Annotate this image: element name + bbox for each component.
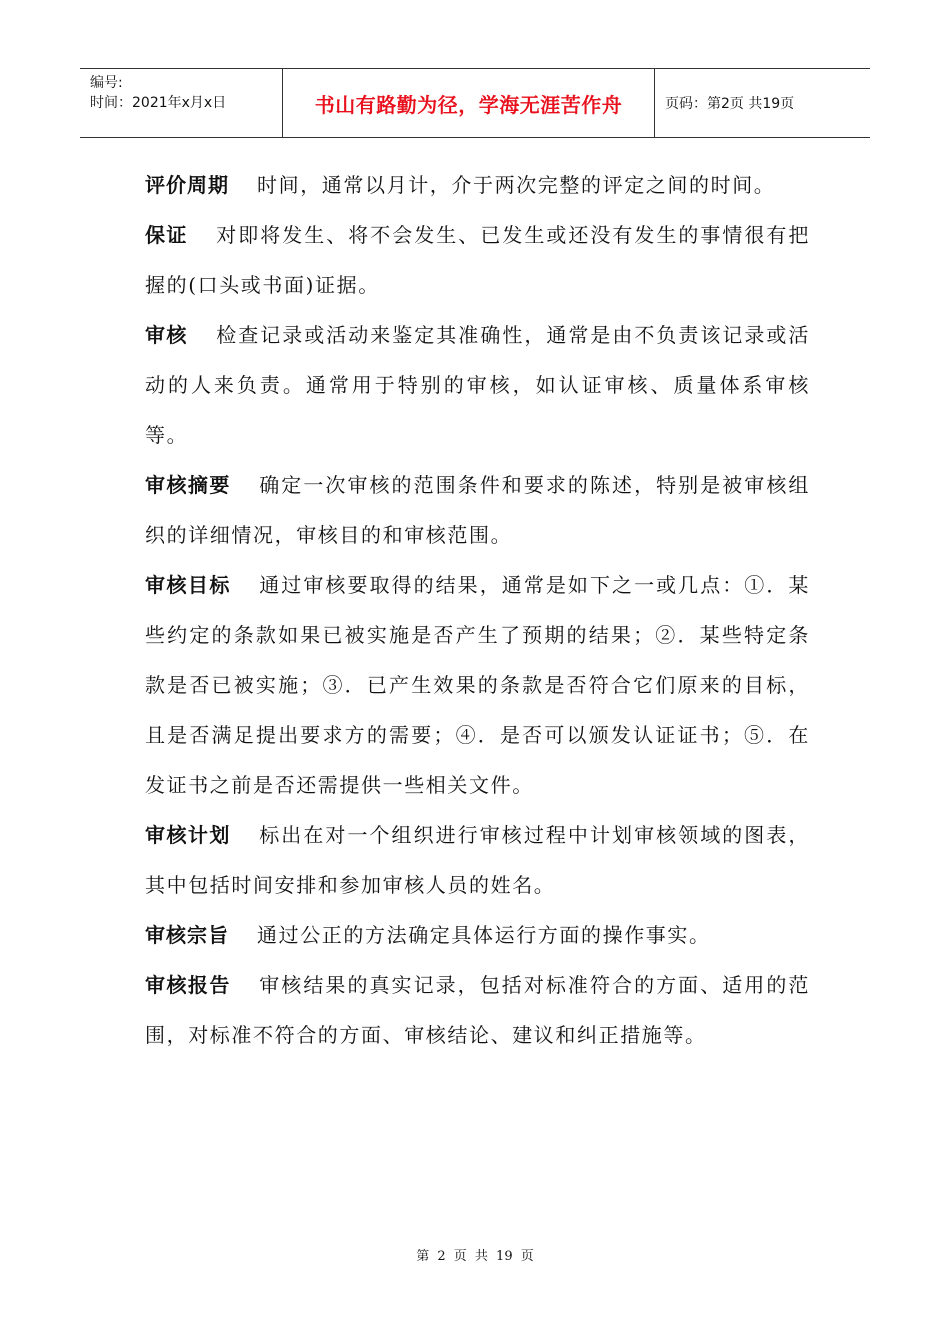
header-motto: 书山有路勤为径，学海无涯苦作舟	[283, 69, 655, 137]
document-date: 时间：2021年x月x日	[90, 95, 227, 111]
glossary-term: 审核报告	[145, 973, 231, 997]
glossary-entry	[145, 810, 810, 910]
glossary-entry	[145, 560, 810, 810]
glossary-term: 审核计划	[145, 823, 231, 847]
glossary-definition: 检查记录或活动来鉴定其准确性，通常是由不负责该记录或活动的人来负责。通常用于特别的审核，如认证审核、质量体系审核等。	[145, 323, 811, 447]
page-header	[80, 68, 870, 138]
document-number-label: 编号:	[90, 75, 123, 91]
glossary-entry	[145, 210, 810, 310]
glossary-definition: 确定一次审核的范围条件和要求的陈述，特别是被审核组织的详细情况，审核目的和审核范围。	[145, 473, 811, 547]
glossary-term: 审核宗旨	[145, 923, 229, 947]
glossary-term: 审核目标	[145, 573, 231, 597]
glossary-definition: 审核结果的真实记录，包括对标准符合的方面、适用的范围，对标准不符合的方面、审核结论、建议和纠正措施等。	[145, 973, 811, 1047]
glossary-definition: 通过审核要取得的结果，通常是如下之一或几点：①．某些约定的条款如果已被实施是否产生了预期的结果；②．某些特定条款是否已被实施；③．已产生效果的条款是否符合它们原来的目标，且是否满足提出要求方的需要；④．是否可以颁发认证证书；⑤．在发证书之前是否还需提供一些相关文件。	[145, 573, 811, 797]
page-footer: 第 2 页 共 19 页	[416, 1249, 534, 1264]
glossary-term: 审核摘要	[145, 473, 231, 497]
glossary-entry	[145, 310, 810, 460]
glossary-term: 审核	[145, 323, 188, 347]
glossary-definition: 标出在对一个组织进行审核过程中计划审核领域的图表，其中包括时间安排和参加审核人员的姓名。	[145, 823, 811, 897]
header-page-info: 页码：第2页 共19页	[665, 96, 795, 112]
glossary-definition: 对即将发生、将不会发生、已发生或还没有发生的事情很有把握的(口头或书面)证据。	[145, 223, 811, 297]
glossary-body	[145, 160, 810, 1060]
glossary-entry	[145, 160, 810, 210]
glossary-term: 评价周期	[145, 173, 229, 197]
glossary-term: 保证	[145, 223, 188, 247]
glossary-entry	[145, 910, 810, 960]
header-meta	[80, 69, 283, 137]
glossary-definition: 时间，通常以月计，介于两次完整的评定之间的时间。	[257, 173, 776, 197]
glossary-entry	[145, 960, 810, 1060]
glossary-definition: 通过公正的方法确定具体运行方面的操作事实。	[257, 923, 711, 947]
glossary-entry	[145, 460, 810, 560]
